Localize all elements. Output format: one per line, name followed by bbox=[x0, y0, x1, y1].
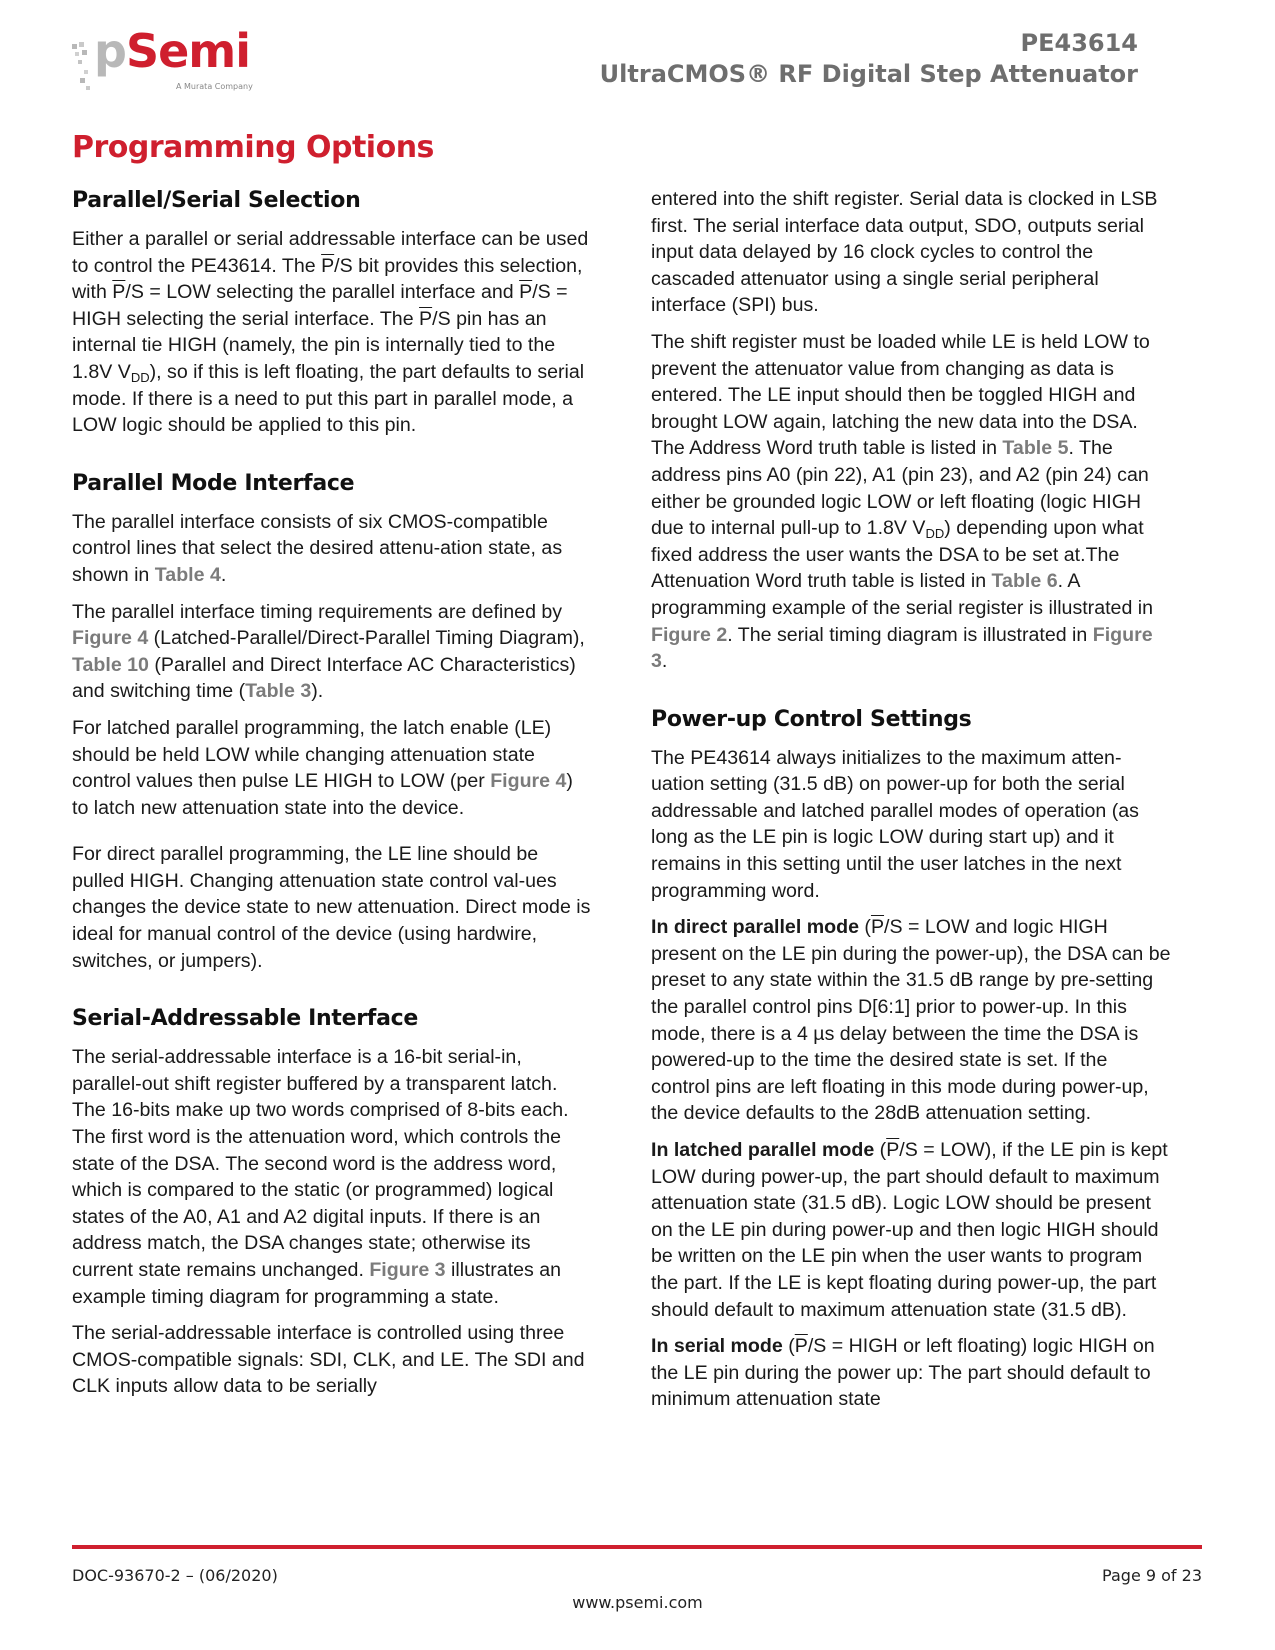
paragraph: The parallel interface consists of six CMOS-compatible control lines that select the desired attenu-ation state, as shown in Table 4. bbox=[72, 510, 563, 586]
paragraph: The serial-addressable interface is controlled using three CMOS-compatible signals: SDI, CLK, and LE. The SDI and CLK inputs allow data to be serially bbox=[72, 1322, 585, 1398]
logo-pixel-dots-icon bbox=[72, 42, 96, 92]
paragraph: entered into the shift register. Serial data is clocked in LSB first. The serial interface data output, SDO, outputs serial input data delayed by 16 clock cycles to control the cascaded attenuator using a single serial peripheral interface (SPI) bus. bbox=[651, 188, 1158, 317]
product-title: UltraCMOS® RF Digital Step Attenuator bbox=[599, 60, 1138, 88]
heading-parallel-serial: Parallel/Serial Selection bbox=[72, 188, 361, 213]
paragraph: The parallel interface timing requirements are defined by Figure 4 (Latched-Parallel/Direct-Parallel Timing Diagram), Table 10 (Parallel and Direct Interface AC Characteristics) and switching time (Table 3). bbox=[72, 600, 585, 703]
right-column bbox=[651, 186, 1171, 1423]
paragraph: For direct parallel programming, the LE line should be pulled HIGH. Changing attenuation state control val-ues changes the device state to new attenuation. Direct mode is ideal for manual control of the device (using hardwire, switches, or jumpers). bbox=[72, 843, 591, 972]
paragraph: Either a parallel or serial addressable interface can be used to control the PE43614. The $\overline{P}/S$ bit provides this selection, with $\overline{P}/S$ = LOW selecting the parallel interface and $\overline{P}/S$ = HIGH selecting the serial interface. The $\overline{P}/S$ pin has an internal tie HIGH (namely, the pin is internally tied to the 1.8V $V_{DD}$), so if this is left floating, the part defaults to serial mode. If there is a need to put this part in parallel mode, a LOW logic should be applied to this pin. bbox=[72, 228, 589, 437]
logo-tagline: A Murata Company bbox=[176, 82, 253, 91]
left-column bbox=[72, 186, 592, 1410]
paragraph: For latched parallel programming, the latch enable (LE) should be held LOW while changing attenuation state control values then pulse LE HIGH to LOW (per Figure 4) to latch new attenuation state into the device. bbox=[72, 716, 573, 819]
link-table-4[interactable]: Table 4 bbox=[154, 563, 221, 586]
paragraph: In latched parallel mode $(\overline{P}/S = LOW)$, if the LE pin is kept LOW during power-up, the part should default to maximum attenuation state (31.5 dB). Logic LOW should be present on the LE pin during power-up and then logic HIGH should be written on the LE pin when the user wants to program the part. If the LE is kept floating during power-up, the part should default to maximum attenuation state (31.5 dB). bbox=[651, 1139, 1168, 1321]
footer-page-number: Page 9 of 23 bbox=[1102, 1566, 1202, 1585]
link-figure-4[interactable]: Figure 4 bbox=[72, 627, 149, 650]
psemi-logo bbox=[72, 24, 262, 98]
link-figure-2[interactable]: Figure 2 bbox=[651, 623, 728, 646]
paragraph: The serial-addressable interface is a 16-bit serial-in, parallel-out shift register buffered by a transparent latch. The 16-bits make up two words comprised of 8-bits each. The first word is the attenuation word, which controls the state of the DSA. The second word is the address word, which is compared to the static (or programmed) logical states of the A0, A1 and A2 digital inputs. If there is an address match, the DSA changes state; otherwise its current state remains unchanged. Figure 3 illustrates an example timing diagram for programming a state. bbox=[72, 1046, 569, 1308]
link-figure-3[interactable]: Figure 3 bbox=[651, 623, 1153, 673]
heading-parallel-mode: Parallel Mode Interface bbox=[72, 470, 355, 496]
footer-doc-number: DOC-93670-2 – (06/2020) bbox=[72, 1566, 278, 1585]
link-figure-3[interactable]: Figure 3 bbox=[369, 1259, 446, 1281]
link-table-6[interactable]: Table 6 bbox=[991, 570, 1058, 593]
logo-wordmark: pSemi bbox=[94, 24, 250, 78]
footer-website-link[interactable]: www.psemi.com bbox=[572, 1593, 703, 1612]
document-header bbox=[600, 28, 1138, 90]
paragraph: The PE43614 always initializes to the maximum atten-uation setting (31.5 dB) on power-up for both the serial addressable and latched parallel modes of operation (as long as the LE pin is logic LOW during start up) and it remains in this setting until the user latches in the next programming word. bbox=[651, 746, 1139, 902]
paragraph: In serial mode ($\overline{P}/S$ = HIGH or left floating) logic HIGH on the LE pin during the power up: The part should default to minimum attenuation state bbox=[651, 1335, 1155, 1411]
link-figure-4[interactable]: Figure 4 bbox=[490, 770, 567, 793]
heading-serial-addressable: Serial-Addressable Interface bbox=[72, 1006, 418, 1032]
part-number: PE43614 bbox=[1020, 29, 1138, 57]
heading-power-up: Power-up Control Settings bbox=[651, 706, 972, 732]
paragraph: In direct parallel mode ($\overline{P}/S$ = LOW and logic HIGH present on the LE pin during the power-up), the DSA can be preset to any state within the 31.5 dB range by pre-setting the parallel control pins D[6:1] prior to power-up. In this mode, there is a 4 µs delay between the time the DSA is powered-up to the time the desired state is set. If the control pins are left floating in this mode during power-up, the device defaults to the 28dB attenuation setting. bbox=[651, 916, 1171, 1125]
page-title: Programming Options bbox=[72, 130, 434, 165]
link-table-3[interactable]: Table 3 bbox=[245, 680, 312, 703]
footer-divider bbox=[72, 1545, 1202, 1549]
link-table-10[interactable]: Table 10 bbox=[72, 653, 149, 676]
link-table-5[interactable]: Table 5 bbox=[1002, 437, 1069, 460]
paragraph: The shift register must be loaded while LE is held LOW to prevent the attenuator value from changing as data is entered. The LE input should then be toggled HIGH and brought LOW again, latching the new data into the DSA. The Address Word truth table is listed in Table 5. The address pins A0 (pin 22), A1 (pin 23), and A2 (pin 24) can either be grounded logic LOW or left floating (logic HIGH due to internal pull-up to 1.8V $V_{DD}$) depending upon what fixed address the user wants the DSA to be set at.The Attenuation Word truth table is listed in Table 6. A programming example of the serial register is illustrated in Figure 2. The serial timing diagram is illustrated in Figure 3. bbox=[651, 330, 1154, 673]
